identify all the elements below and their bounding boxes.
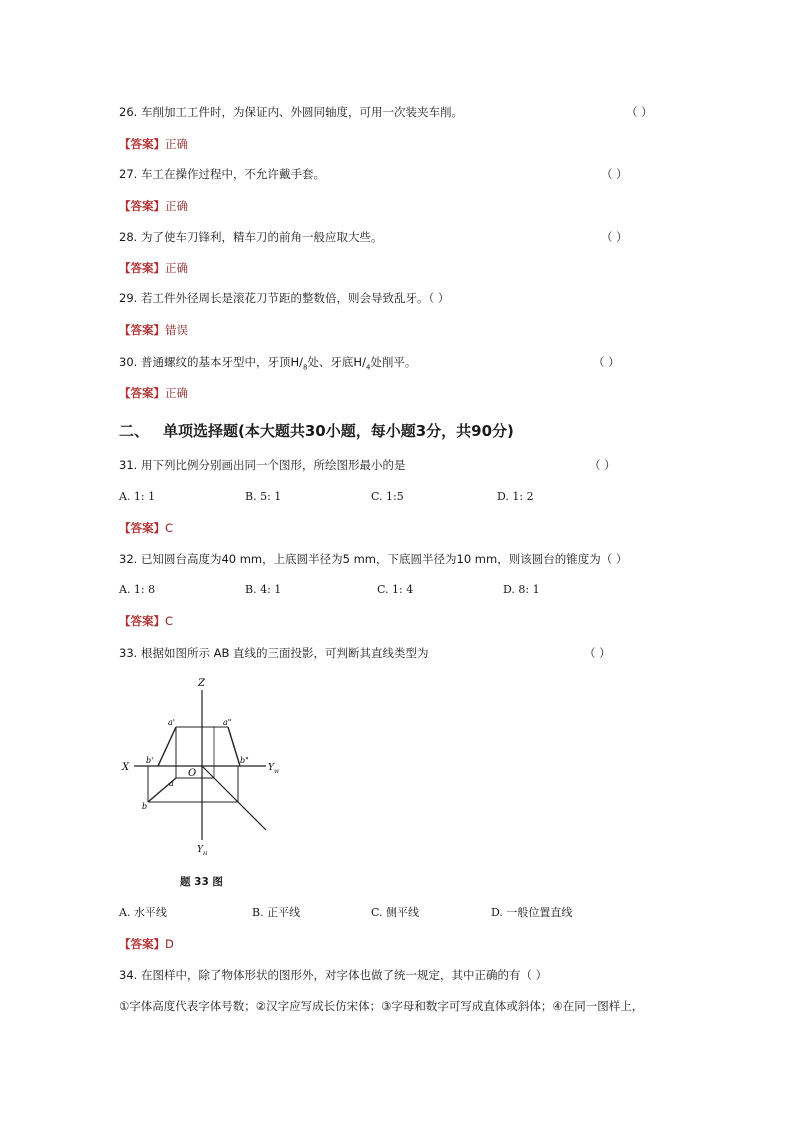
diagonal-line — [202, 766, 266, 830]
answer-30 — [119, 386, 188, 400]
label-yw-sub: W — [273, 769, 280, 775]
answer-value: 正确 — [165, 386, 188, 400]
q30-subscript: 4 — [365, 363, 371, 372]
option-c: C. 1: 4 — [377, 583, 414, 596]
option-b: B. 4: 1 — [245, 583, 282, 596]
answer-tag: 【答案】 — [119, 137, 165, 151]
question-26: 26. 车削加工工件时，为保证内、外圆同轴度，可用一次装夹车削。 — [119, 105, 463, 119]
label-o: O — [188, 768, 197, 779]
answer-blank-30: （ ） — [593, 355, 620, 369]
q30-text-part: 处削平。 — [370, 355, 417, 369]
option-d: D. 1: 2 — [497, 490, 534, 503]
question-30 — [119, 355, 416, 374]
answer-blank-26: （ ） — [626, 105, 653, 119]
answer-value: D — [165, 937, 174, 951]
answer-value: 错误 — [165, 323, 188, 337]
answer-tag: 【答案】 — [119, 521, 165, 535]
option-d: D. 一般位置直线 — [491, 906, 573, 919]
question-31: 31. 用下列比例分别画出同一个图形，所绘图形最小的是 — [119, 458, 406, 472]
label-b-prime: b' — [146, 756, 154, 765]
question-28: 28. 为了使车刀锋利，精车刀的前角一般应取大些。 — [119, 230, 383, 244]
answer-tag: 【答案】 — [119, 614, 165, 628]
label-yh-sub: H — [202, 851, 208, 857]
answer-32 — [119, 614, 173, 628]
answer-tag: 【答案】 — [119, 261, 165, 275]
section-heading — [119, 422, 514, 440]
answer-blank-33: （ ） — [584, 646, 611, 660]
projection-diagram — [118, 672, 278, 872]
question-27: 27. 车工在操作过程中，不允许戴手套。 — [119, 167, 325, 181]
label-yh-main: Y — [197, 845, 203, 855]
q30-text-part: 30. 普通螺纹的基本牙型中，牙顶H/ — [119, 355, 303, 369]
projection-figure — [118, 672, 278, 872]
answer-value: C — [165, 521, 174, 535]
label-yw-main: Y — [268, 763, 274, 773]
label-x: X — [122, 762, 130, 773]
option-d: D. 8: 1 — [503, 583, 540, 596]
section-title: 单项选择题(本大题共30小题，每小题3分，共90分) — [163, 422, 514, 440]
section-number: 二、 — [119, 422, 150, 440]
option-c: C. 1:5 — [371, 490, 404, 503]
projection-a1b1 — [158, 727, 176, 766]
answer-blank-27: （ ） — [601, 167, 628, 181]
option-a: A. 水平线 — [119, 906, 167, 919]
answer-28 — [119, 261, 188, 275]
option-b: B. 正平线 — [252, 906, 301, 919]
answer-33 — [119, 937, 174, 951]
figure-caption: 题 33 图 — [180, 876, 223, 888]
q30-subscript: 8 — [302, 363, 308, 372]
answer-tag: 【答案】 — [119, 937, 165, 951]
label-b-double-prime: b" — [240, 756, 249, 765]
label-a: a — [169, 779, 174, 788]
question-34-statements: ①字体高度代表字体号数；②汉字应写成长仿宋体；③字母和数字可写成直体或斜体；④在同一图样上， — [119, 999, 644, 1013]
question-32: 32. 已知圆台高度为40 mm，上底圆半径为5 mm，下底圆半径为10 mm，则该圆台的锥度为（ ） — [119, 552, 628, 566]
q30-text-part: 处、牙底H/ — [307, 355, 366, 369]
answer-27 — [119, 199, 188, 213]
answer-29 — [119, 323, 188, 337]
answer-value: 正确 — [165, 199, 188, 213]
answer-tag: 【答案】 — [119, 386, 165, 400]
answer-blank-28: （ ） — [601, 230, 628, 244]
label-a-double-prime: a" — [223, 718, 232, 727]
question-33: 33. 根据如图所示 AB 直线的三面投影，可判断其直线类型为 — [119, 646, 429, 660]
label-yw — [268, 763, 280, 775]
option-a: A. 1: 8 — [119, 583, 156, 596]
answer-tag: 【答案】 — [119, 199, 165, 213]
option-b: B. 5: 1 — [245, 490, 282, 503]
label-b: b — [142, 802, 148, 811]
question-29: 29. 若工件外径周长是滚花刀节距的整数倍，则会导致乱牙。（ ） — [119, 291, 450, 305]
answer-blank-31: （ ） — [589, 458, 616, 472]
answer-value: 正确 — [165, 261, 188, 275]
option-a: A. 1: 1 — [119, 490, 156, 503]
answer-value: C — [165, 614, 174, 628]
label-a-prime: a' — [168, 718, 175, 727]
answer-tag: 【答案】 — [119, 323, 165, 337]
answer-value: 正确 — [165, 137, 188, 151]
projection-a2b2 — [228, 727, 240, 766]
answer-31 — [119, 521, 173, 535]
question-34: 34. 在图样中，除了物体形状的图形外，对字体也做了统一规定，其中正确的有（ ） — [119, 968, 548, 982]
option-c: C. 侧平线 — [371, 906, 420, 919]
answer-26 — [119, 137, 188, 151]
label-yh — [197, 845, 208, 857]
label-z: Z — [198, 678, 205, 689]
